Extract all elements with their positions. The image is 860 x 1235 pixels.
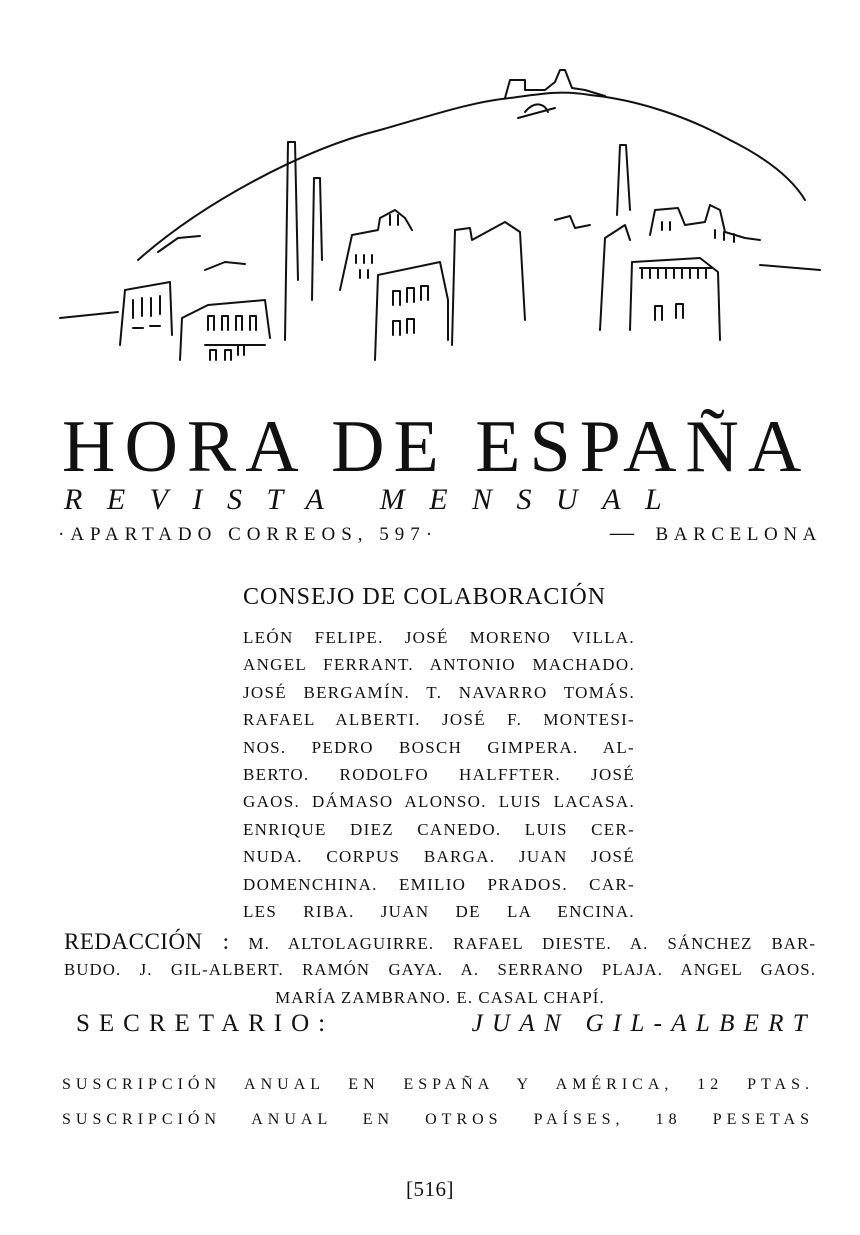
subscription-other-countries: SUSCRIPCIÓN ANUAL EN OTROS PAÍSES, 18 PESETAS — [62, 1111, 814, 1128]
subscription-spain-america: SUSCRIPCIÓN ANUAL EN ESPAÑA Y AMÉRICA, 12 PTAS. — [62, 1076, 814, 1093]
editorial-names-1: M. ALTOLAGUIRRE. RAFAEL DIESTE. A. SÁNCHEZ BAR- — [248, 934, 817, 953]
council-line: DOMENCHINA. EMILIO PRADOS. CAR- — [243, 874, 635, 894]
council-line: JOSÉ BERGAMÍN. T. NAVARRO TOMÁS. — [243, 682, 635, 702]
page-number: [516] — [406, 1177, 454, 1201]
magazine-subtitle: REVISTA MENSUAL — [64, 483, 687, 516]
council-line: RAFAEL ALBERTI. JOSÉ F. MONTESI- — [243, 710, 635, 730]
editorial-line — [64, 928, 816, 956]
magazine-title: HORA DE ESPAÑA — [62, 406, 811, 488]
address-line — [58, 520, 822, 554]
council-heading: CONSEJO DE COLABORACIÓN — [243, 584, 607, 610]
council-line: ENRIQUE DIEZ CANEDO. LUIS CER- — [243, 819, 635, 839]
council-line: NUDA. CORPUS BARGA. JUAN JOSÉ — [243, 847, 635, 867]
council-member-list — [243, 624, 635, 925]
council-line: NOS. PEDRO BOSCH GIMPERA. AL- — [243, 737, 635, 757]
council-line: GAOS. DÁMASO ALONSO. LUIS LACASA. — [243, 792, 635, 812]
council-line: LES RIBA. JUAN DE LA ENCINA. — [243, 901, 635, 921]
address-city: BARCELONA — [655, 524, 822, 545]
council-line: LEÓN FELIPE. JOSÉ MORENO VILLA. — [243, 628, 635, 647]
address-po-box: ·APARTADO CORREOS, 597· — [58, 524, 439, 545]
editorial-board — [64, 928, 816, 1012]
secretary-line — [76, 1010, 816, 1046]
council-line: BERTO. RODOLFO HALFFTER. JOSÉ — [243, 764, 635, 784]
secretary-label: SECRETARIO: — [76, 1010, 335, 1037]
council-line: ANGEL FERRANT. ANTONIO MACHADO. — [243, 655, 635, 675]
editorial-label: REDACCIÓN : — [64, 929, 230, 954]
city-skyline-sketch-icon — [0, 0, 860, 400]
address-dash: — — [610, 520, 634, 546]
editorial-names-3: MARÍA ZAMBRANO. E. CASAL CHAPÍ. — [275, 988, 605, 1007]
secretary-name: JUAN GIL-ALBERT — [471, 1010, 816, 1037]
editorial-names-2: BUDO. J. GIL-ALBERT. RAMÓN GAYA. A. SERRANO PLAJA. ANGEL GAOS. — [64, 960, 816, 979]
